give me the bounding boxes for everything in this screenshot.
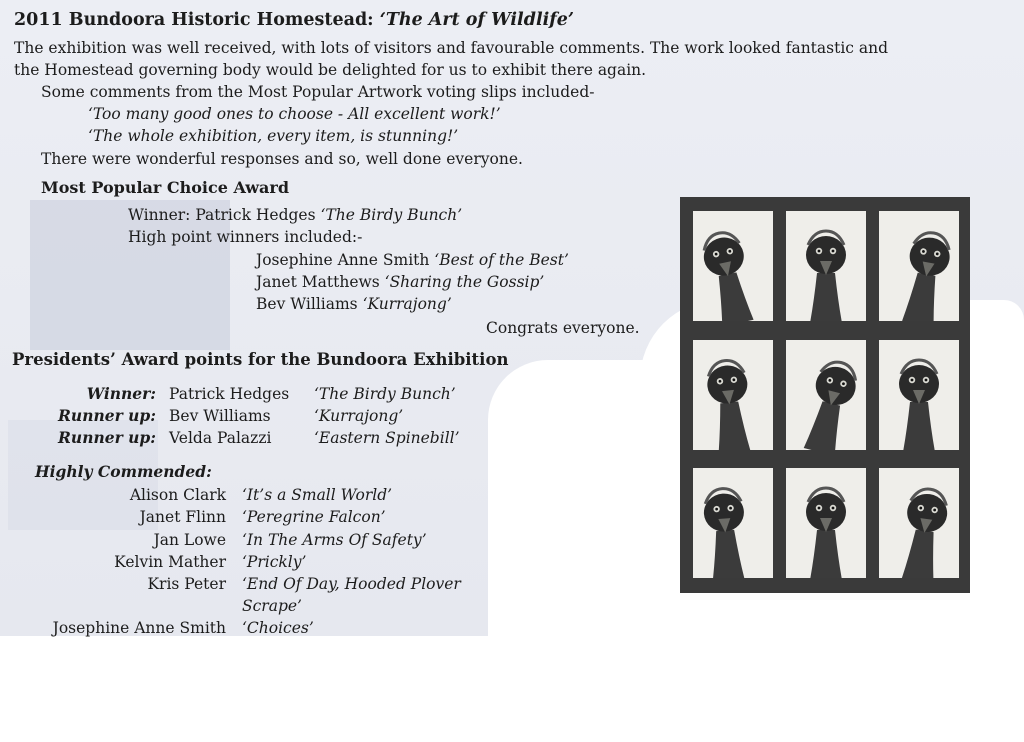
commended-title: ‘End Of Day, Hooded Plover	[242, 575, 461, 593]
quote-2: ‘The whole exhibition, every item, is stunning!’	[88, 127, 459, 145]
page-margin	[0, 636, 1024, 742]
artwork-title: ‘Kurrajong’	[362, 295, 452, 313]
commended-name: Josephine Anne Smith	[52, 619, 226, 637]
intro-line-1: The exhibition was well received, with lots of visitors and favourable comments. The work looked fantastic and	[14, 39, 889, 57]
popular-heading: Most Popular Choice Award	[41, 178, 290, 197]
commended-title: ‘It’s a Small World’	[242, 486, 393, 504]
award-name: Bev Williams	[169, 407, 271, 425]
commended-title: ‘In The Arms Of Safety’	[242, 531, 427, 549]
award-label: Runner up:	[58, 406, 156, 425]
commended-name: Kris Peter	[147, 575, 226, 593]
award-label: Runner up:	[58, 428, 156, 447]
emu-portrait	[879, 211, 959, 321]
emu-portrait	[693, 340, 773, 450]
artwork-title: ‘Sharing the Gossip’	[384, 273, 545, 291]
high-point-winner	[256, 272, 544, 292]
congrats-text: Congrats everyone.	[486, 319, 640, 337]
award-name: Patrick Hedges	[169, 385, 290, 403]
entrant-name: Bev Williams	[256, 295, 363, 313]
entrant-name: Josephine Anne Smith	[256, 251, 435, 269]
high-point-winner	[256, 294, 452, 314]
winner-title: ‘The Birdy Bunch’	[320, 206, 463, 224]
presidents-heading: Presidents’ Award points for the Bundoora Exhibition	[12, 350, 509, 369]
award-title: ‘Kurrajong’	[314, 407, 404, 425]
high-point-label: High point winners included:-	[128, 228, 363, 246]
heading-title: ‘The Art of Wildlife’	[379, 10, 574, 30]
award-title: ‘Eastern Spinebill’	[314, 429, 460, 447]
entrant-name: Janet Matthews	[256, 273, 385, 291]
heading-prefix: 2011 Bundoora Historic Homestead:	[14, 10, 380, 30]
commended-name: Janet Flinn	[139, 508, 226, 526]
responses-text: There were wonderful responses and so, well done everyone.	[41, 150, 523, 168]
commended-name: Alison Clark	[129, 486, 226, 504]
commended-name: Kelvin Mather	[114, 553, 226, 571]
commended-title: ‘Choices’	[242, 619, 314, 637]
award-name: Velda Palazzi	[169, 429, 272, 447]
commended-title: ‘Prickly’	[242, 553, 307, 571]
page-heading	[14, 10, 574, 30]
emu-portrait	[786, 340, 866, 450]
emu-portrait	[879, 340, 959, 450]
winner-name: Winner: Patrick Hedges	[128, 206, 321, 224]
emu-portrait	[786, 468, 866, 578]
award-label: Winner:	[86, 384, 156, 403]
commended-name: Jan Lowe	[153, 531, 226, 549]
quote-1: ‘Too many good ones to choose - All excellent work!’	[88, 105, 501, 123]
award-title: ‘The Birdy Bunch’	[314, 385, 456, 403]
high-point-winner	[256, 250, 569, 270]
commended-heading: Highly Commended:	[35, 462, 212, 481]
artwork-title: ‘Best of the Best’	[434, 251, 569, 269]
commended-title: Scrape’	[242, 597, 302, 615]
emu-portrait	[693, 211, 773, 321]
emu-portrait	[786, 211, 866, 321]
intro-line-2: the Homestead governing body would be delighted for us to exhibit there again.	[14, 61, 647, 79]
commended-title: ‘Peregrine Falcon’	[242, 508, 386, 526]
popular-winner	[128, 205, 462, 225]
emu-portrait	[693, 468, 773, 578]
comments-intro: Some comments from the Most Popular Artwork voting slips included-	[41, 83, 595, 101]
emu-portrait	[879, 468, 959, 578]
